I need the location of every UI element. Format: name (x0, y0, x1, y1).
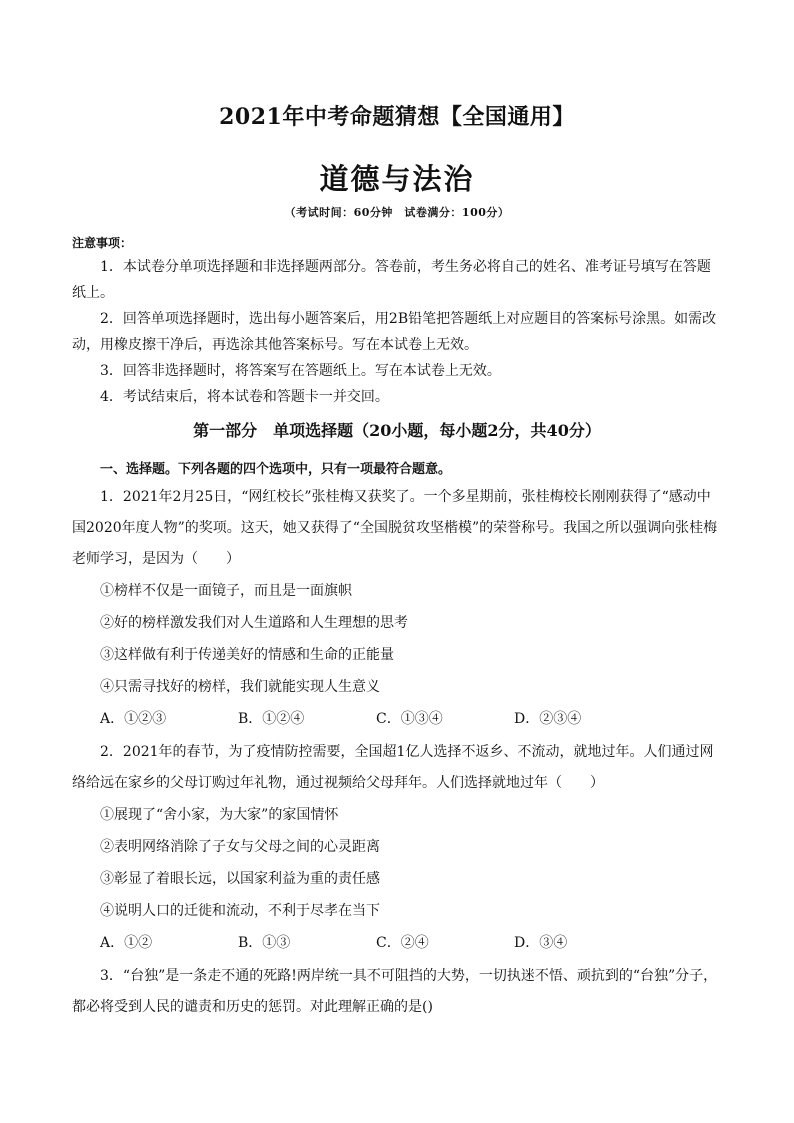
notice-item: 4．考试结束后，将本试卷和答题卡一并交回。 (100, 389, 389, 405)
question-3 (72, 961, 724, 1023)
exam-title: 2021年中考命题猜想【全国通用】 (219, 104, 575, 130)
question-1 (72, 482, 724, 735)
question-stem: 1．2021年2月25日，“网红校长”张桂梅又获奖了。一个多星期前，张桂梅校长刚刚获得了“感动中国2020年度人物”的奖项。这天，她又获得了“全国脱贫攻坚楷模”的荣誉称号。我国之所以强调向张桂梅老师学习，是因为（ ） (72, 489, 718, 567)
notice-item: 1．本试卷分单项选择题和非选择题两部分。答卷前，考生务必将自己的姓名、准考证号填写在答题纸上。 (72, 259, 711, 301)
notice-list (72, 254, 724, 410)
section-instruction: 一、选择题。下列各题的四个选项中，只有一项最符合题意。 (100, 462, 452, 477)
notice-item: 3．回答非选择题时，将答案写在答题纸上。写在本试卷上无效。 (100, 363, 501, 379)
subject-title: 道德与法治 (319, 162, 475, 196)
question-stem: 3．“台独”是一条走不通的死路!两岸统一具不可阻挡的大势，一切执迷不悟、顽抗到的“台独”分子，都必将受到人民的谴责和历史的惩罚。对此理解正确的是() (72, 968, 718, 1015)
notice-item: 2．回答单项选择题时，选出每小题答案后，用2B铅笔把答题纸上对应题目的答案标号涂黑。如需改动，用橡皮擦干净后，再选涂其他答案标号。写在本试卷上无效。 (72, 311, 717, 353)
question-statement: ①榜样不仅是一面镜子，而且是一面旗帜 (100, 583, 352, 599)
choice-b: B．①③ (238, 935, 291, 951)
choice-c: C．①③④ (376, 711, 443, 727)
choice-a: A．①② (100, 935, 153, 951)
question-statement: ④说明人口的迁徙和流动，不利于尽孝在当下 (100, 903, 380, 919)
exam-time-score-info: （考试时间：60分钟 试卷满分：100分） (284, 206, 510, 219)
choice-d: D．②③④ (514, 711, 582, 727)
question-statement: ①展现了“舍小家，为大家”的家国情怀 (100, 807, 339, 823)
question-statement: ④只需寻找好的榜样，我们就能实现人生意义 (100, 679, 380, 695)
question-list (72, 482, 724, 1023)
answer-choices (72, 927, 724, 959)
section-heading: 第一部分 单项选择题（20小题，每小题2分，共40分） (193, 421, 601, 440)
choice-c: C．②④ (376, 935, 429, 951)
answer-choices (72, 703, 724, 735)
question-statement: ②表明网络消除了子女与父母之间的心灵距离 (100, 839, 380, 855)
choice-a: A．①②③ (100, 711, 167, 727)
question-statement: ③彰显了着眼长远，以国家利益为重的责任感 (100, 871, 380, 887)
question-stem: 2．2021年的春节，为了疫情防控需要，全国超1亿人选择不返乡、不流动，就地过年。人们通过网络给远在家乡的父母订购过年礼物，通过视频给父母拜年。人们选择就地过年（ ） (72, 744, 714, 791)
question-statement: ②好的榜样激发我们对人生道路和人生理想的思考 (100, 615, 408, 631)
choice-d: D．③④ (514, 935, 568, 951)
question-statement: ③这样做有利于传递美好的情感和生命的正能量 (100, 647, 394, 663)
question-2 (72, 737, 724, 959)
choice-b: B．①②④ (238, 711, 305, 727)
notice-heading: 注意事项： (72, 236, 133, 250)
